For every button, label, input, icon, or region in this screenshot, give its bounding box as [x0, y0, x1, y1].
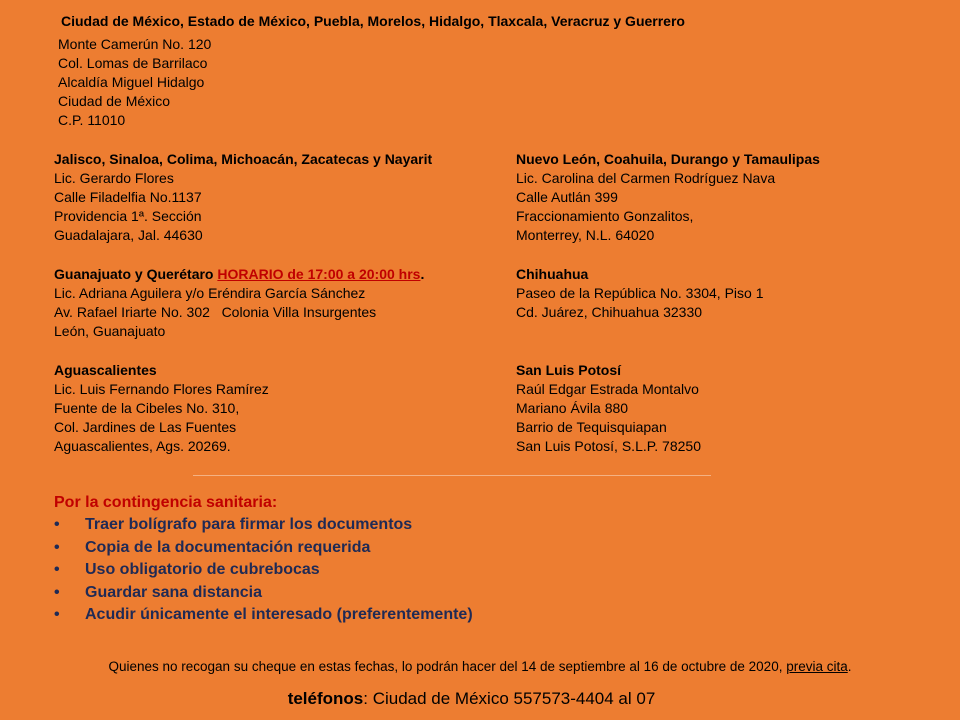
bullet-icon: •	[54, 583, 60, 601]
contingency-section	[54, 492, 473, 627]
office-line: Monterrey, N.L. 64020	[516, 227, 655, 243]
previa-cita-link[interactable]: previa cita	[786, 659, 848, 674]
jalisco-office	[54, 150, 432, 245]
address-line: Alcaldía Miguel Hidalgo	[58, 74, 205, 90]
list-item	[54, 537, 473, 560]
office-line: Lic. Adriana Aguilera y/o Eréndira García Sánchez	[54, 285, 366, 301]
region-header: Ciudad de México, Estado de México, Puebla, Morelos, Hidalgo, Tlaxcala, Veracruz y Guerrero	[61, 13, 685, 29]
office-line: Providencia 1ª. Sección	[54, 208, 202, 224]
office-line: León, Guanajuato	[54, 323, 166, 339]
list-item-text: Acudir únicamente el interesado (preferentemente)	[85, 606, 473, 623]
address-line: Col. Lomas de Barrilaco	[58, 55, 208, 71]
title-period: .	[420, 266, 425, 282]
contingency-title: Por la contingencia sanitaria:	[54, 494, 278, 511]
address-line: Monte Camerún No. 120	[58, 36, 212, 52]
office-title: Nuevo León, Coahuila, Durango y Tamaulipas	[516, 151, 820, 167]
slp-office	[516, 361, 701, 456]
list-item	[54, 582, 473, 605]
bullet-icon: •	[54, 538, 60, 556]
nuevo-leon-office	[516, 150, 820, 245]
chihuahua-office	[516, 265, 764, 322]
contingency-list	[54, 514, 473, 627]
bullet-icon: •	[54, 606, 60, 623]
office-line: Calle Filadelfia No.1137	[54, 189, 202, 205]
office-line: Mariano Ávila 880	[516, 400, 629, 416]
list-item-text: Guardar sana distancia	[85, 583, 262, 601]
office-line: Raúl Edgar Estrada Montalvo	[516, 381, 699, 397]
office-line: Calle Autlán 399	[516, 189, 618, 205]
office-line: Col. Jardines de Las Fuentes	[54, 419, 237, 435]
office-line: San Luis Potosí, S.L.P. 78250	[516, 438, 701, 454]
office-line: Fraccionamiento Gonzalitos,	[516, 208, 694, 224]
office-line: Barrio de Tequisquiapan	[516, 419, 667, 435]
office-line: Paseo de la República No. 3304, Piso 1	[516, 285, 764, 301]
office-title: San Luis Potosí	[516, 362, 622, 378]
office-title	[54, 265, 424, 284]
office-line: Lic. Carolina del Carmen Rodríguez Nava	[516, 170, 776, 186]
list-item-text: Copia de la documentación requerida	[85, 538, 371, 556]
office-title: Aguascalientes	[54, 362, 157, 378]
office-line: Fuente de la Cibeles No. 310,	[54, 400, 240, 416]
bullet-icon: •	[54, 516, 60, 533]
address-line: Ciudad de México	[58, 93, 171, 109]
list-item-text: Uso obligatorio de cubrebocas	[85, 561, 320, 578]
cdmx-address	[58, 35, 211, 130]
list-item	[54, 514, 473, 537]
aguascalientes-office	[54, 361, 269, 456]
phones-text: : Ciudad de México 557573-4404 al 07	[363, 689, 656, 708]
office-title: Chihuahua	[516, 266, 589, 282]
footer-note	[0, 658, 960, 676]
list-item-text: Traer bolígrafo para firmar los documentos	[85, 516, 413, 533]
list-item	[54, 604, 473, 627]
footer-note-end: .	[847, 659, 852, 674]
office-line: Aguascalientes, Ags. 20269.	[54, 438, 231, 454]
phones-line	[0, 688, 943, 710]
office-line: Lic. Luis Fernando Flores Ramírez	[54, 381, 269, 397]
office-line: Av. Rafael Iriarte No. 302 Colonia Villa Insurgentes	[54, 304, 377, 320]
list-item	[54, 559, 473, 582]
office-title-text: Guanajuato y Querétaro	[54, 266, 214, 282]
office-line: Cd. Juárez, Chihuahua 32330	[516, 304, 703, 320]
schedule-notice: HORARIO de 17:00 a 20:00 hrs	[217, 266, 421, 282]
footer-note-text: Quienes no recogan su cheque en estas fechas, lo podrán hacer del 14 de septiembre al 16 de octubre de 2020,	[108, 659, 787, 674]
office-line: Lic. Gerardo Flores	[54, 170, 174, 186]
phones-label: teléfonos	[287, 689, 364, 708]
guanajuato-office	[54, 265, 424, 341]
office-line: Guadalajara, Jal. 44630	[54, 227, 203, 243]
address-line: C.P. 11010	[58, 112, 126, 128]
bullet-icon: •	[54, 561, 60, 578]
section-divider	[193, 475, 711, 476]
office-title: Jalisco, Sinaloa, Colima, Michoacán, Zacatecas y Nayarit	[54, 151, 433, 167]
